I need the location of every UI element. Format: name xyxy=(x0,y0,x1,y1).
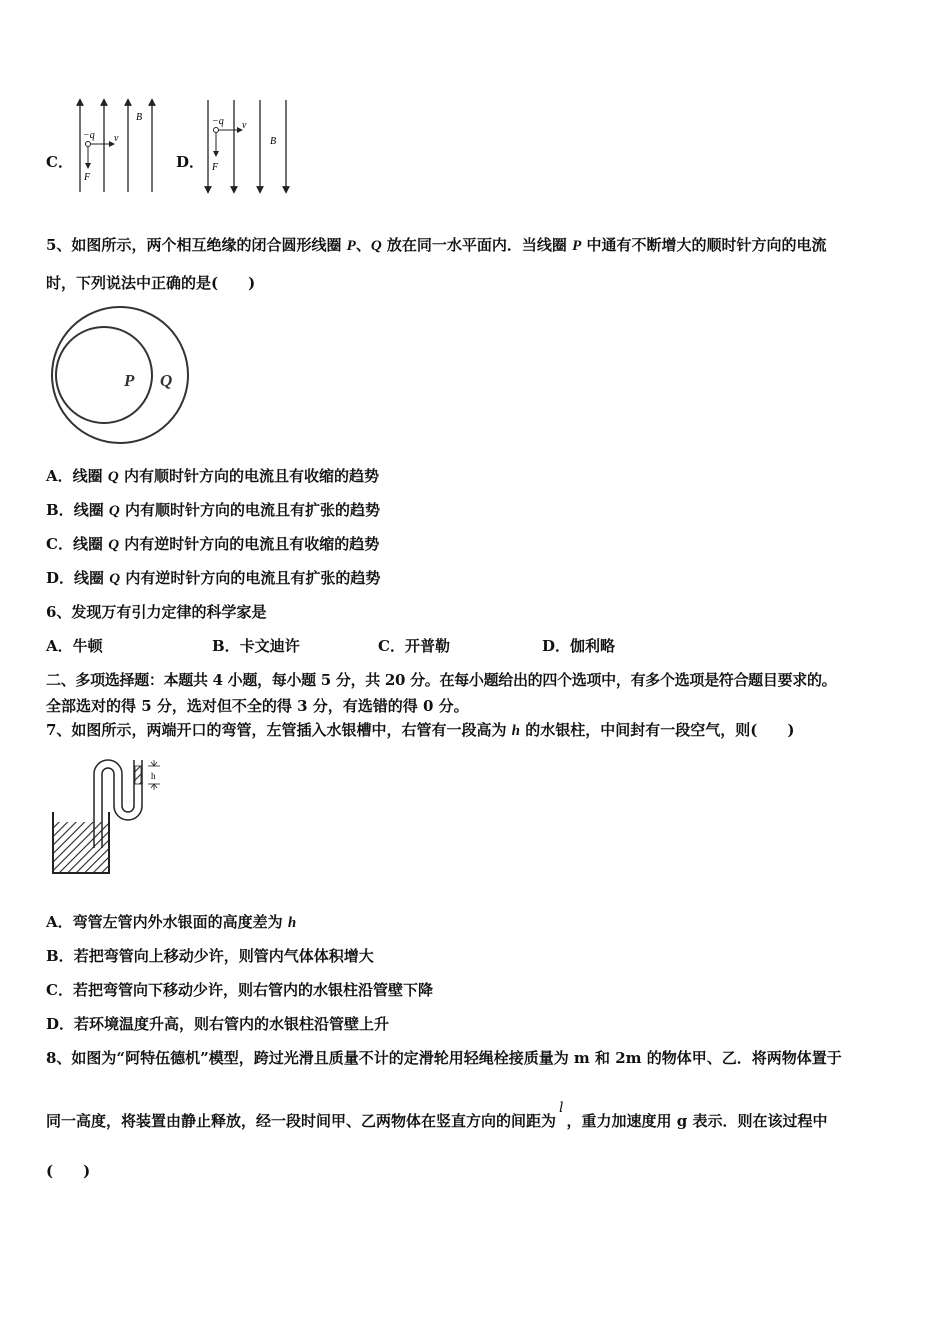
q5-option-b: B．线圈 Q 内有顺时针方向的电流且有扩张的趋势 xyxy=(46,501,380,519)
force-label: F xyxy=(84,172,91,183)
q7-option-d: D．若环境温度升高，则右管内的水银柱沿管壁上升 xyxy=(46,1015,390,1033)
figure-bent-tube xyxy=(48,756,178,878)
field-label: B xyxy=(270,136,277,147)
charge-label: −q xyxy=(212,116,224,127)
figure-coils xyxy=(46,306,196,446)
option-d-label: D． xyxy=(176,153,205,171)
q5-stem-line2: 时，下列说法中正确的是( ) xyxy=(46,274,256,292)
option-c-label: C． xyxy=(46,153,73,171)
charge-label: −q xyxy=(83,130,95,141)
q5-option-d: D．线圈 Q 内有逆时针方向的电流且有扩张的趋势 xyxy=(46,569,381,587)
q8-stem-line1: 8、如图为“阿特伍德机”模型，跨过光滑且质量不计的定滑轮用轻绳栓接质量为 m 和 2m 的物体甲、乙．将两物体置于 xyxy=(46,1049,842,1067)
q8-answer-blank: ( ) xyxy=(46,1162,91,1180)
charge-dot xyxy=(86,142,91,147)
figure-option-c xyxy=(70,96,160,196)
q6-option-a: A．牛顿 xyxy=(46,637,103,655)
q6-option-c: C．开普勒 xyxy=(378,637,450,655)
q7-stem: 7、如图所示，两端开口的弯管，左管插入水银槽中，右管有一段高为 h 的水银柱，中间封有一段空气，则( ) xyxy=(46,721,795,739)
coil-q-label: Q xyxy=(160,371,173,390)
q5-stem-line1: 5、如图所示，两个相互绝缘的闭合圆形线圈 P、Q 放在同一水平面内．当线圈 P 中通有不断增大的顺时针方向的电流 xyxy=(46,236,827,254)
q8-stem-line2: 同一高度，将装置由静止释放，经一段时间甲、乙两物体在竖直方向的间距为l，重力加速度用 g 表示．则在该过程中 xyxy=(46,1100,828,1130)
q5-option-a: A．线圈 Q 内有顺时针方向的电流且有收缩的趋势 xyxy=(46,467,379,485)
height-label: h xyxy=(151,771,156,781)
section2-line1: 二、多项选择题：本题共 4 小题，每小题 5 分，共 20 分。在每小题给出的四个选项中，有多个选项是符合题目要求的。 xyxy=(46,671,837,689)
figure-option-d xyxy=(198,96,294,196)
velocity-label: v xyxy=(242,120,247,131)
force-label: F xyxy=(212,162,219,173)
q7-option-a: A．弯管左管内外水银面的高度差为 h xyxy=(46,913,297,931)
q7-option-b: B．若把弯管向上移动少许，则管内气体体积增大 xyxy=(46,947,374,965)
coil-p xyxy=(56,327,152,423)
coil-p-label: P xyxy=(124,371,135,390)
q5-option-c: C．线圈 Q 内有逆时针方向的电流且有收缩的趋势 xyxy=(46,535,380,553)
mercury-trough-fill xyxy=(54,822,108,872)
section2-line2: 全部选对的得 5 分，选对但不全的得 3 分，有选错的得 0 分。 xyxy=(46,697,469,715)
variable-l: l xyxy=(559,1100,564,1116)
q6-option-b: B．卡文迪许 xyxy=(212,637,300,655)
field-label: B xyxy=(136,112,143,123)
q6-option-d: D．伽利略 xyxy=(542,637,616,655)
mercury-column xyxy=(135,766,141,784)
velocity-label: v xyxy=(114,133,119,144)
charge-dot xyxy=(214,128,219,133)
q6-stem: 6、发现万有引力定律的科学家是 xyxy=(46,603,267,621)
q7-option-c: C．若把弯管向下移动少许，则右管内的水银柱沿管壁下降 xyxy=(46,981,433,999)
